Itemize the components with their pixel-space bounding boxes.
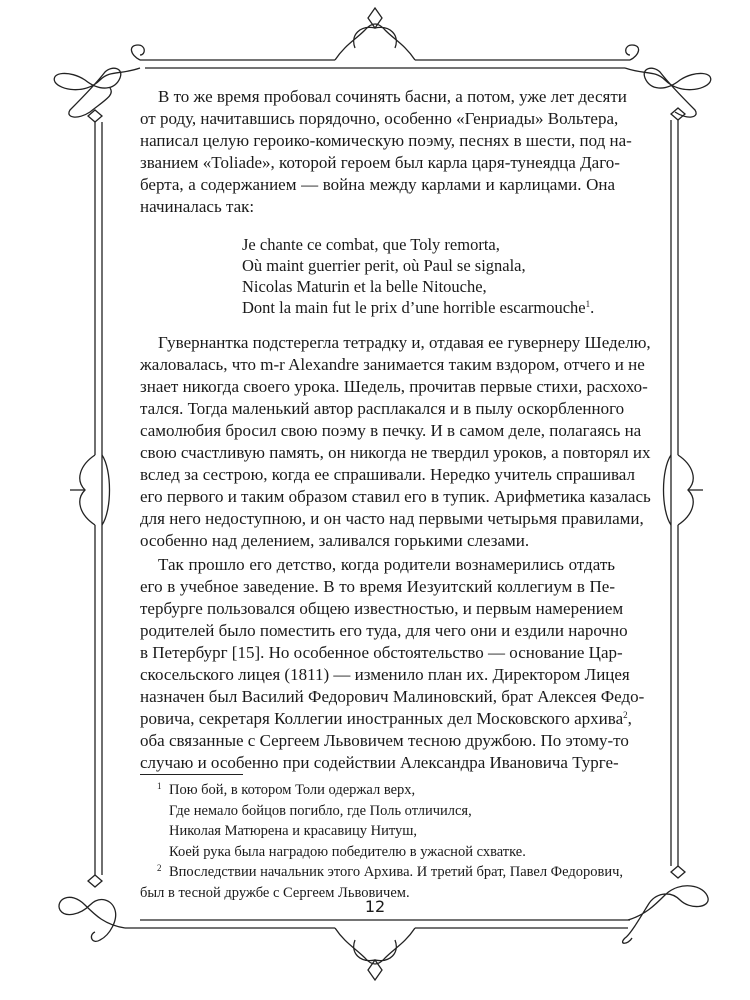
text-line: самолюбия бросил свою поэму в печку. И в самом деле, полагаясь на: [140, 421, 642, 440]
paragraph-1: [140, 86, 632, 218]
footnote-separator: [140, 774, 243, 775]
verse-line-last: Dont la main fut le prix d’une horrible escarmouche$^1$.: [242, 298, 595, 317]
footnote-text: Пою бой, в котором Толи одержал верх,: [169, 782, 416, 798]
paragraph-3: [140, 554, 645, 774]
text-line: знает никогда своего урока. Шедель, прочитав первые стихи, расхохо-: [140, 377, 648, 396]
text-line: тербурге пользовался общею известностью, и первым намерением: [140, 599, 624, 618]
text-line: Гувернантка подстерегла тетрадку и, отдавая ее гувернеру Шеделю,: [158, 333, 651, 352]
text-line: для него недоступною, и он часто над первыми четырьмя правилами,: [140, 509, 644, 528]
verse-line: Où maint guerrier perit, où Paul se signala,: [242, 256, 526, 275]
text-line: тался. Тогда маленький автор расплакался и в пылу оскорбленного: [140, 399, 625, 418]
text-line: начиналась так:: [140, 197, 255, 216]
text-line: вслед за сестрою, когда ее спрашивали. Нередко учитель спрашивал: [140, 465, 635, 484]
footnote-1-line: Коей рука была наградою победителю в ужасной схватке.: [169, 843, 526, 860]
verse-quote: [242, 234, 594, 318]
line-text: ровича, секретаря Коллегии иностранных дел Московского архива: [140, 709, 624, 728]
verse-line: Nicolas Maturin et la belle Nitouche,: [242, 277, 487, 296]
footnote-1-line: 1 Пою бой, в котором Толи одержал верх,: [157, 781, 416, 798]
text-line: Так прошло его детство, когда родители вознамерились отдать: [158, 555, 615, 574]
text-line: оба связанные с Сергеем Львовичем тесною дружбою. По этому-то: [140, 731, 629, 750]
footnote-2-line: 2 Впоследствии начальник этого Архива. И третий брат, Павел Федорович,: [157, 863, 624, 881]
footnote-1-line: Николая Матюрена и красавицу Нитуш,: [169, 823, 418, 840]
text-line: скосельского лицея (1811) — изменило план их. Директором Лицея: [140, 665, 630, 684]
text-line: в Петербург [15]. Но особенное обстоятельство — основание Цар-: [140, 643, 623, 662]
text-line: В то же время пробовал сочинять басни, а потом, уже лет десяти: [158, 87, 627, 106]
text-line: от роду, начитавшись порядочно, особенно «Генриады» Вольтера,: [140, 109, 619, 128]
footnote-2-line: был в тесной дружбе с Сергеем Львовичем.: [140, 884, 410, 901]
text-line: написал целую героико-комическую поэму, песнях в шести, под на-: [140, 131, 632, 150]
text-line: берта, а содержанием — война между карлами и карлицами. Она: [140, 175, 615, 194]
footnote-text: Впоследствии начальник этого Архива. И третий брат, Павел Федорович,: [169, 864, 624, 881]
verse-text: Dont la main fut le prix d’une horrible escarmouche: [242, 298, 586, 317]
paragraph-2: [140, 332, 651, 552]
footnote-ref-1[interactable]: 1: [585, 299, 591, 309]
corner-ornament-top-right: [625, 45, 711, 120]
text-line: его в учебное заведение. В то время Иезуитский коллегиум в Пе-: [140, 577, 615, 596]
verse-line: Je chante ce combat, que Toly remorta,: [242, 235, 500, 254]
footnotes: [140, 780, 624, 904]
text-line: назначен был Василий Федорович Малиновский, брат Алексея Федо-: [140, 687, 645, 706]
text-line: его первого и таким образом ставил его в тупик. Арифметика казалась: [140, 487, 651, 506]
text-line: жаловалась, что m-r Alexandre занимается таким вздором, отчего и не: [140, 355, 645, 374]
text-line: званием «Toliade», которой героем был карла царя-тунеядца Даго-: [140, 153, 620, 172]
text-line: свою счастливую память, он никогда не твердил уроков, а повторял их: [140, 443, 651, 462]
text-line: родителей было поместить его туда, для чего они и ездили нарочно: [140, 621, 628, 640]
side-ornament-left: [70, 455, 110, 525]
text-line: случаю и особенно при содействии Александра Ивановича Турге-: [140, 753, 619, 772]
text-line: ровича, секретаря Коллегии иностранных дел Московского архива$^2$,: [140, 709, 632, 728]
footnote-1-line: Где немало бойцов погибло, где Поль отличился,: [169, 802, 472, 819]
text-line: особенно над делением, заливался горькими слезами.: [140, 531, 530, 550]
footnote-ref-2[interactable]: 2: [623, 710, 628, 720]
center-ornament-top: [335, 8, 415, 60]
corner-ornament-top-left: [54, 45, 144, 122]
center-ornament-bottom: [335, 928, 415, 980]
page-number: 12: [364, 897, 386, 916]
side-ornament-right: [664, 455, 704, 525]
